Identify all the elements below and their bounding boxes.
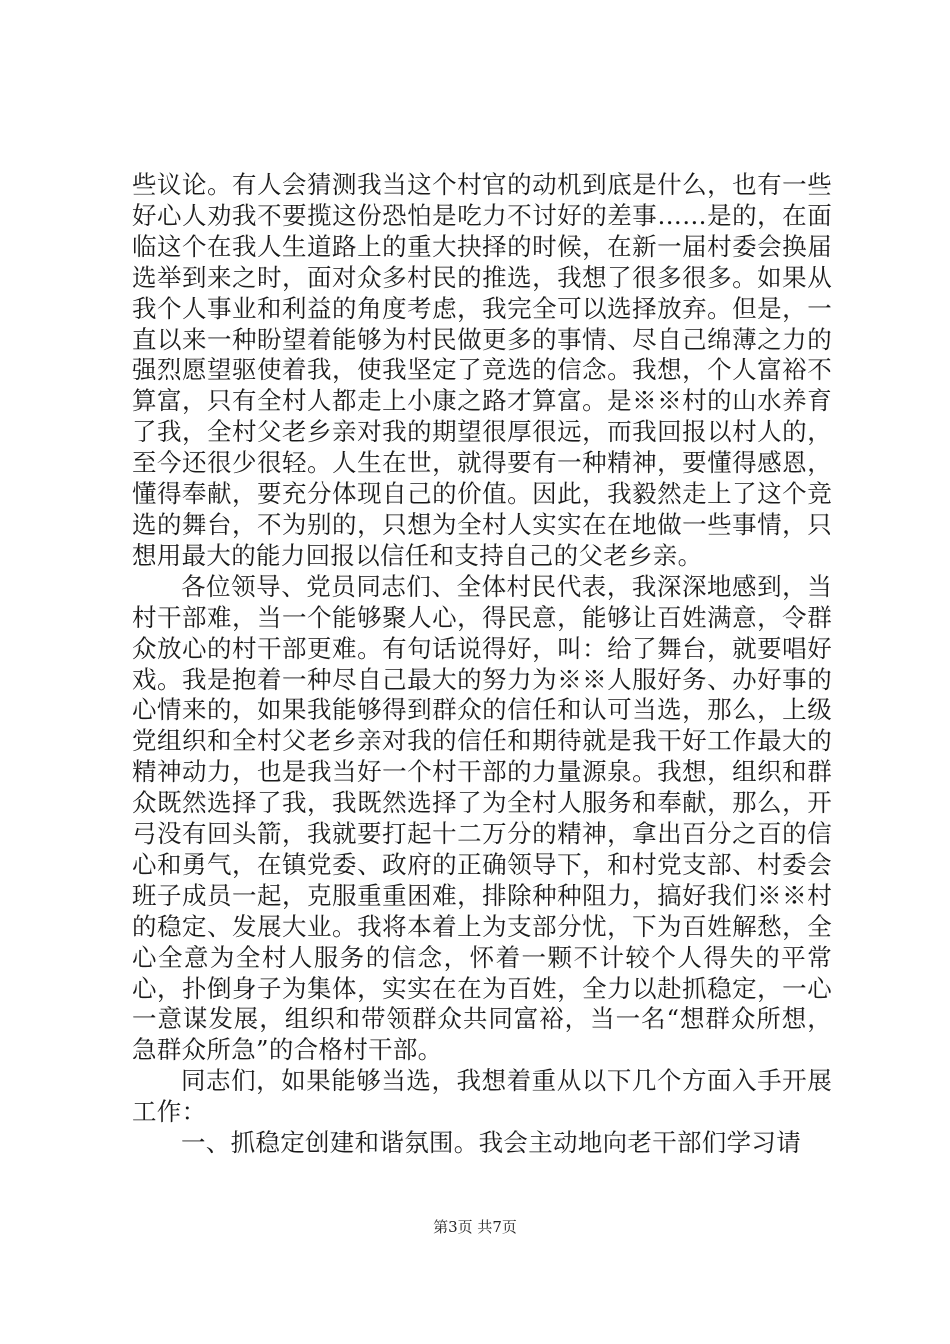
- paragraph-work-intro: 同志们，如果能够当选，我想着重从以下几个方面入手开展工作：: [132, 1066, 832, 1127]
- document-body: [132, 170, 832, 1159]
- paragraph-point-one: 一、抓稳定创建和谐氛围。我会主动地向老干部们学习请: [181, 1128, 801, 1158]
- page-number-footer: 第3页 共7页: [433, 1218, 517, 1236]
- paragraph-continuation: 些议论。有人会猜测我当这个村官的动机到底是什么，也有一些好心人劝我不要揽这份恐怕是吃力不讨好的差事……是的，在面临这个在我人生道路上的重大抉择的时候，在新一届村委会换届选举到来之时，面对众多村民的推选，我想了很多很多。如果从我个人事业和利益的角度考虑，我完全可以选择放弃。但是，一直以来一种盼望着能够为村民做更多的事情、尽自己绵薄之力的强烈愿望驱使着我，使我坚定了竞选的信念。我想，个人富裕不算富，只有全村人都走上小康之路才算富。是※※村的山水养育了我，全村父老乡亲对我的期望很厚很远，而我回报以村人的，至今还很少很轻。人生在世，就得要有一种精神，要懂得感恩，懂得奉献，要充分体现自己的价值。因此，我毅然走上了这个竞选的舞台，不为别的，只想为全村人实实在在地做一些事情，只想用最大的能力回报以信任和支持自己的父老乡亲。: [132, 170, 832, 570]
- paragraph-leaders-address: 各位领导、党员同志们、全体村民代表，我深深地感到，当村干部难，当一个能够聚人心，得民意，能够让百姓满意，令群众放心的村干部更难。有句话说得好，叫：给了舞台，就要唱好戏。我是抱着一种尽自己最大的努力为※※人服好务、办好事的心情来的，如果我能够得到群众的信任和认可当选，那么，上级党组织和全村父老乡亲对我的信任和期待就是我干好工作最大的精神动力，也是我当好一个村干部的力量源泉。我想，组织和群众既然选择了我，我既然选择了为全村人服务和奉献，那么，开弓没有回头箭，我就要打起十二万分的精神，拿出百分之百的信心和勇气，在镇党委、政府的正确领导下，和村党支部、村委会班子成员一起，克服重重困难，排除种种阻力，搞好我们※※村的稳定、发展大业。我将本着上为支部分忧，下为百姓解愁，全心全意为全村人服务的信念，怀着一颗不计较个人得失的平常心，扑倒身子为集体，实实在在为百姓，全力以赴抓稳定，一心一意谋发展，组织和带领群众共同富裕，当一名“想群众所想，急群众所急”的合格村干部。: [132, 571, 833, 1065]
